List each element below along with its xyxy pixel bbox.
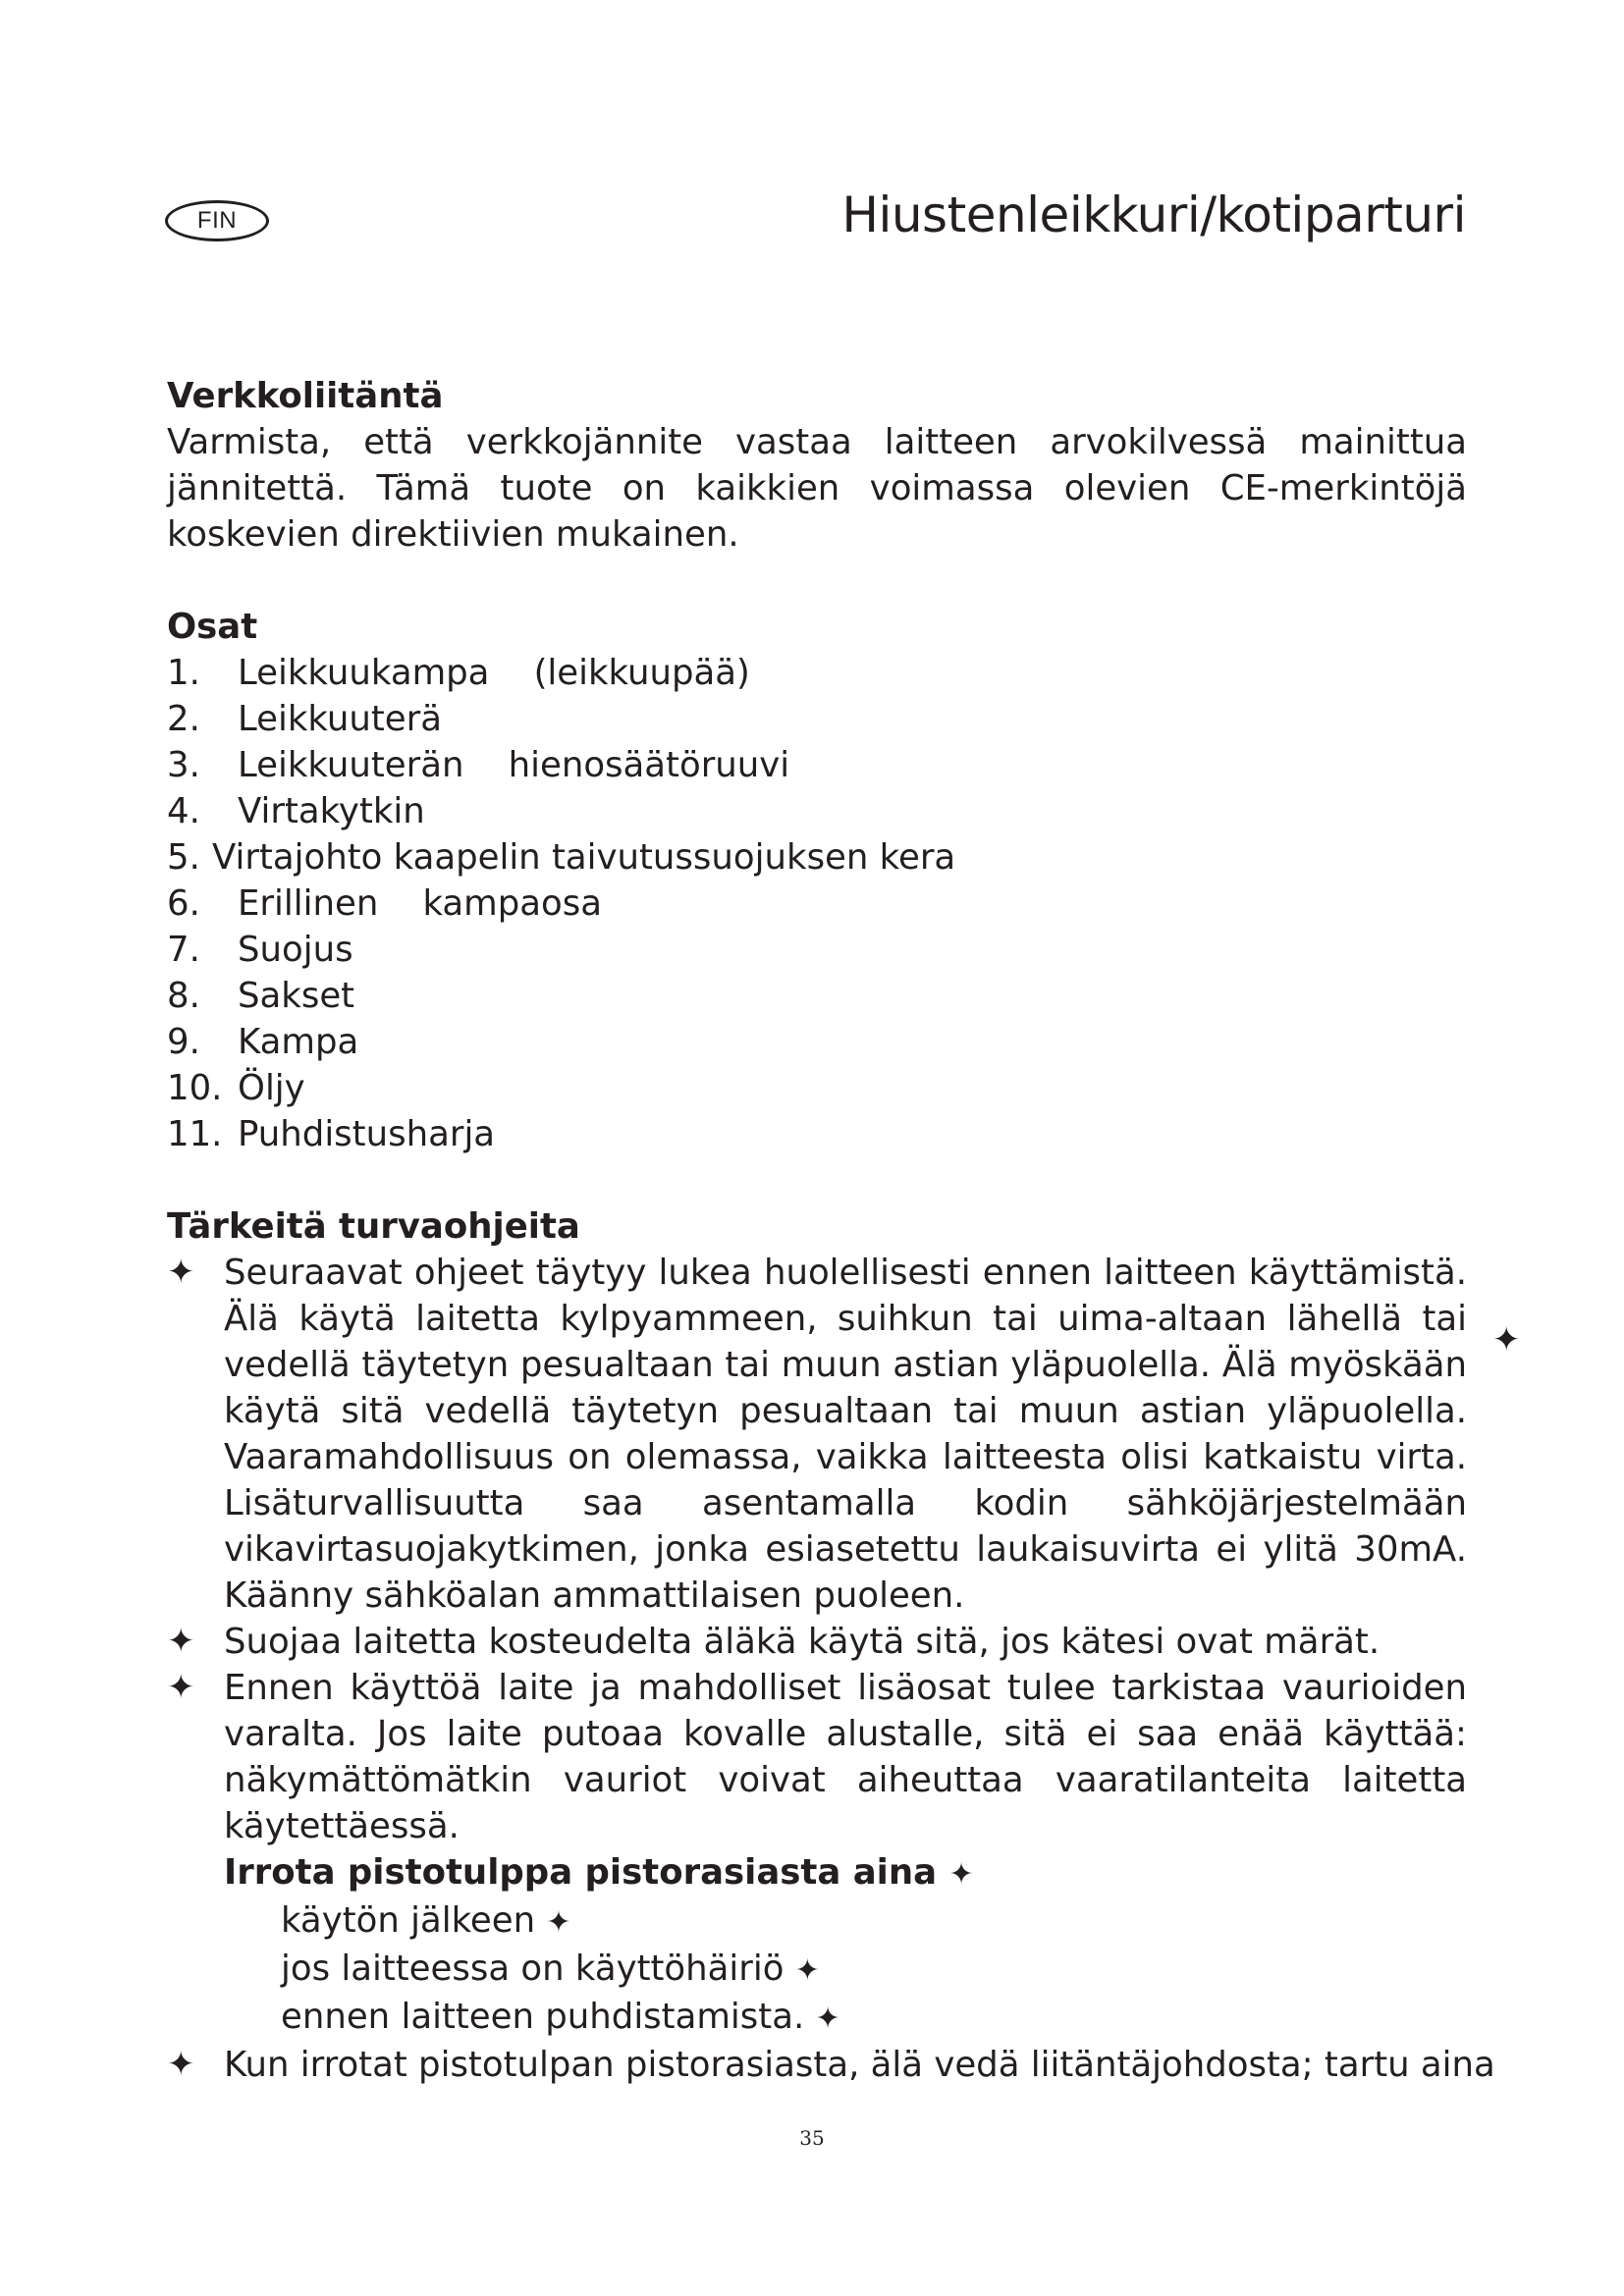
star-bullet-icon: ✦ [794, 1953, 820, 1988]
list-item [167, 742, 1467, 788]
safety-list [167, 1250, 1467, 1849]
unplug-list [167, 1897, 1467, 2042]
safety-text: Kun irrotat pistotulpan pistorasiasta, älä vedä liitäntäjohdosta; tartu aina [224, 2045, 1495, 2085]
safety-text: Ennen käyttöä laite ja mahdolliset lisäosat tulee tarkistaa vaurioiden varalta. Jos laite putoaa kovalle alustalle, sitä ei saa enää käyttää: näkymättömätkin vauriot voivat aiheuttaa vaaratilanteita laitetta käytettäessä. [224, 1668, 1467, 1846]
document-title: Hiustenleikkuri/kotiparturi [841, 187, 1466, 243]
safety-text: Seuraavat ohjeet täytyy lukea huolellisesti ennen laitteen käyttämistä. Älä käytä laitetta kylpyammeen, suihkun tai uima-altaan lähellä tai vedellä täytetyn pesualtaan tai muun astian yläpuolella. Älä myöskään käytä sitä vedellä täytetyn pesualtaan tai muun astian yläpuolella. Vaaramahdollisuus on olemassa, vaikka laitteesta olisi katkaistu virta. Lisäturvallisuutta saa asentamalla kodin sähköjärjestelmään vikavirtasuojakytkimen, jonka esiasetettu laukaisuvirta ei ylitä 30mA. Käänny sähköalan ammattilaisen puoleen. [224, 1253, 1467, 1616]
item-number: 7. [167, 930, 200, 970]
list-item [167, 788, 1467, 834]
star-bullet-icon: ✦ [167, 1253, 195, 1292]
item-number: 5. [167, 837, 200, 878]
star-bullet-icon: ✦ [546, 1905, 571, 1940]
unplug-item-text: jos laitteessa on käyttöhäiriö [281, 1949, 785, 1989]
parts-heading: Osat [167, 607, 258, 647]
item-text: Öljy [238, 1068, 305, 1108]
list-item [281, 1994, 1467, 2042]
list-item [167, 650, 1467, 696]
list-item [167, 834, 1467, 881]
item-text: Virtajohto kaapelin taivutussuojuksen kera [212, 837, 956, 878]
unplug-item-text: ennen laitteen puhdistamista. [281, 1997, 805, 2037]
list-item [167, 881, 1467, 927]
item-number: 9. [167, 1022, 200, 1062]
item-number: 3. [167, 745, 200, 785]
mains-heading: Verkkoliitäntä [167, 376, 444, 416]
item-text: Leikkuuterän hienosäätöruuvi [238, 745, 790, 785]
star-bullet-icon: ✦ [167, 2045, 195, 2084]
star-bullet-icon: ✦ [167, 1622, 195, 1661]
item-text: Suojus [238, 930, 353, 970]
unplug-title-text: Irrota pistotulppa pistorasiasta aina [224, 1852, 938, 1893]
item-number: 10. [167, 1068, 223, 1108]
item-text: Kampa [238, 1022, 359, 1062]
list-item [167, 927, 1467, 973]
safety-list-continued [167, 2042, 1495, 2088]
item-number: 11. [167, 1114, 223, 1154]
item-text: Leikkuukampa (leikkuupää) [238, 653, 750, 693]
star-bullet-icon: ✦ [948, 1857, 974, 1892]
safety-text: Suojaa laitetta kosteudelta äläkä käytä sitä, jos kätesi ovat märät. [224, 1622, 1380, 1662]
item-number: 1. [167, 653, 200, 693]
item-text: Virtakytkin [238, 791, 425, 831]
list-item [167, 1019, 1467, 1065]
list-item [167, 1065, 1467, 1111]
mains-text: Varmista, että verkkojännite vastaa laitteen arvokilvessä mainittua jännitettä. Tämä tuote on kaikkien voimassa olevien CE-merkintöjä koskevien direktiivien mukainen. [167, 422, 1467, 555]
list-item [167, 1619, 1467, 1665]
page-body [167, 373, 1495, 2088]
parts-list [167, 650, 1467, 1157]
list-item [167, 2042, 1495, 2088]
item-number: 6. [167, 883, 200, 924]
safety-heading: Tärkeitä turvaohjeita [167, 1206, 580, 1247]
item-number: 4. [167, 791, 200, 831]
language-badge: FIN [165, 200, 269, 241]
list-item [167, 973, 1467, 1019]
star-bullet-icon: ✦ [815, 2002, 840, 2036]
list-item [167, 696, 1467, 742]
list-item [167, 1250, 1467, 1619]
list-item [281, 1897, 1467, 1946]
item-number: 2. [167, 699, 200, 739]
unplug-item-text: käytön jälkeen [281, 1900, 536, 1941]
unplug-heading [167, 1849, 1467, 1897]
item-text: Leikkuuterä [238, 699, 442, 739]
item-number: 8. [167, 976, 200, 1016]
item-text: Puhdistusharja [238, 1114, 496, 1154]
margin-star-icon: ✦ [1492, 1320, 1521, 1360]
list-item [167, 1665, 1467, 1849]
star-bullet-icon: ✦ [167, 1668, 195, 1707]
item-text: Erillinen kampaosa [238, 883, 602, 924]
page-number: 35 [799, 2126, 825, 2150]
item-text: Sakset [238, 976, 355, 1016]
list-item [167, 1111, 1467, 1157]
list-item [281, 1946, 1467, 1994]
